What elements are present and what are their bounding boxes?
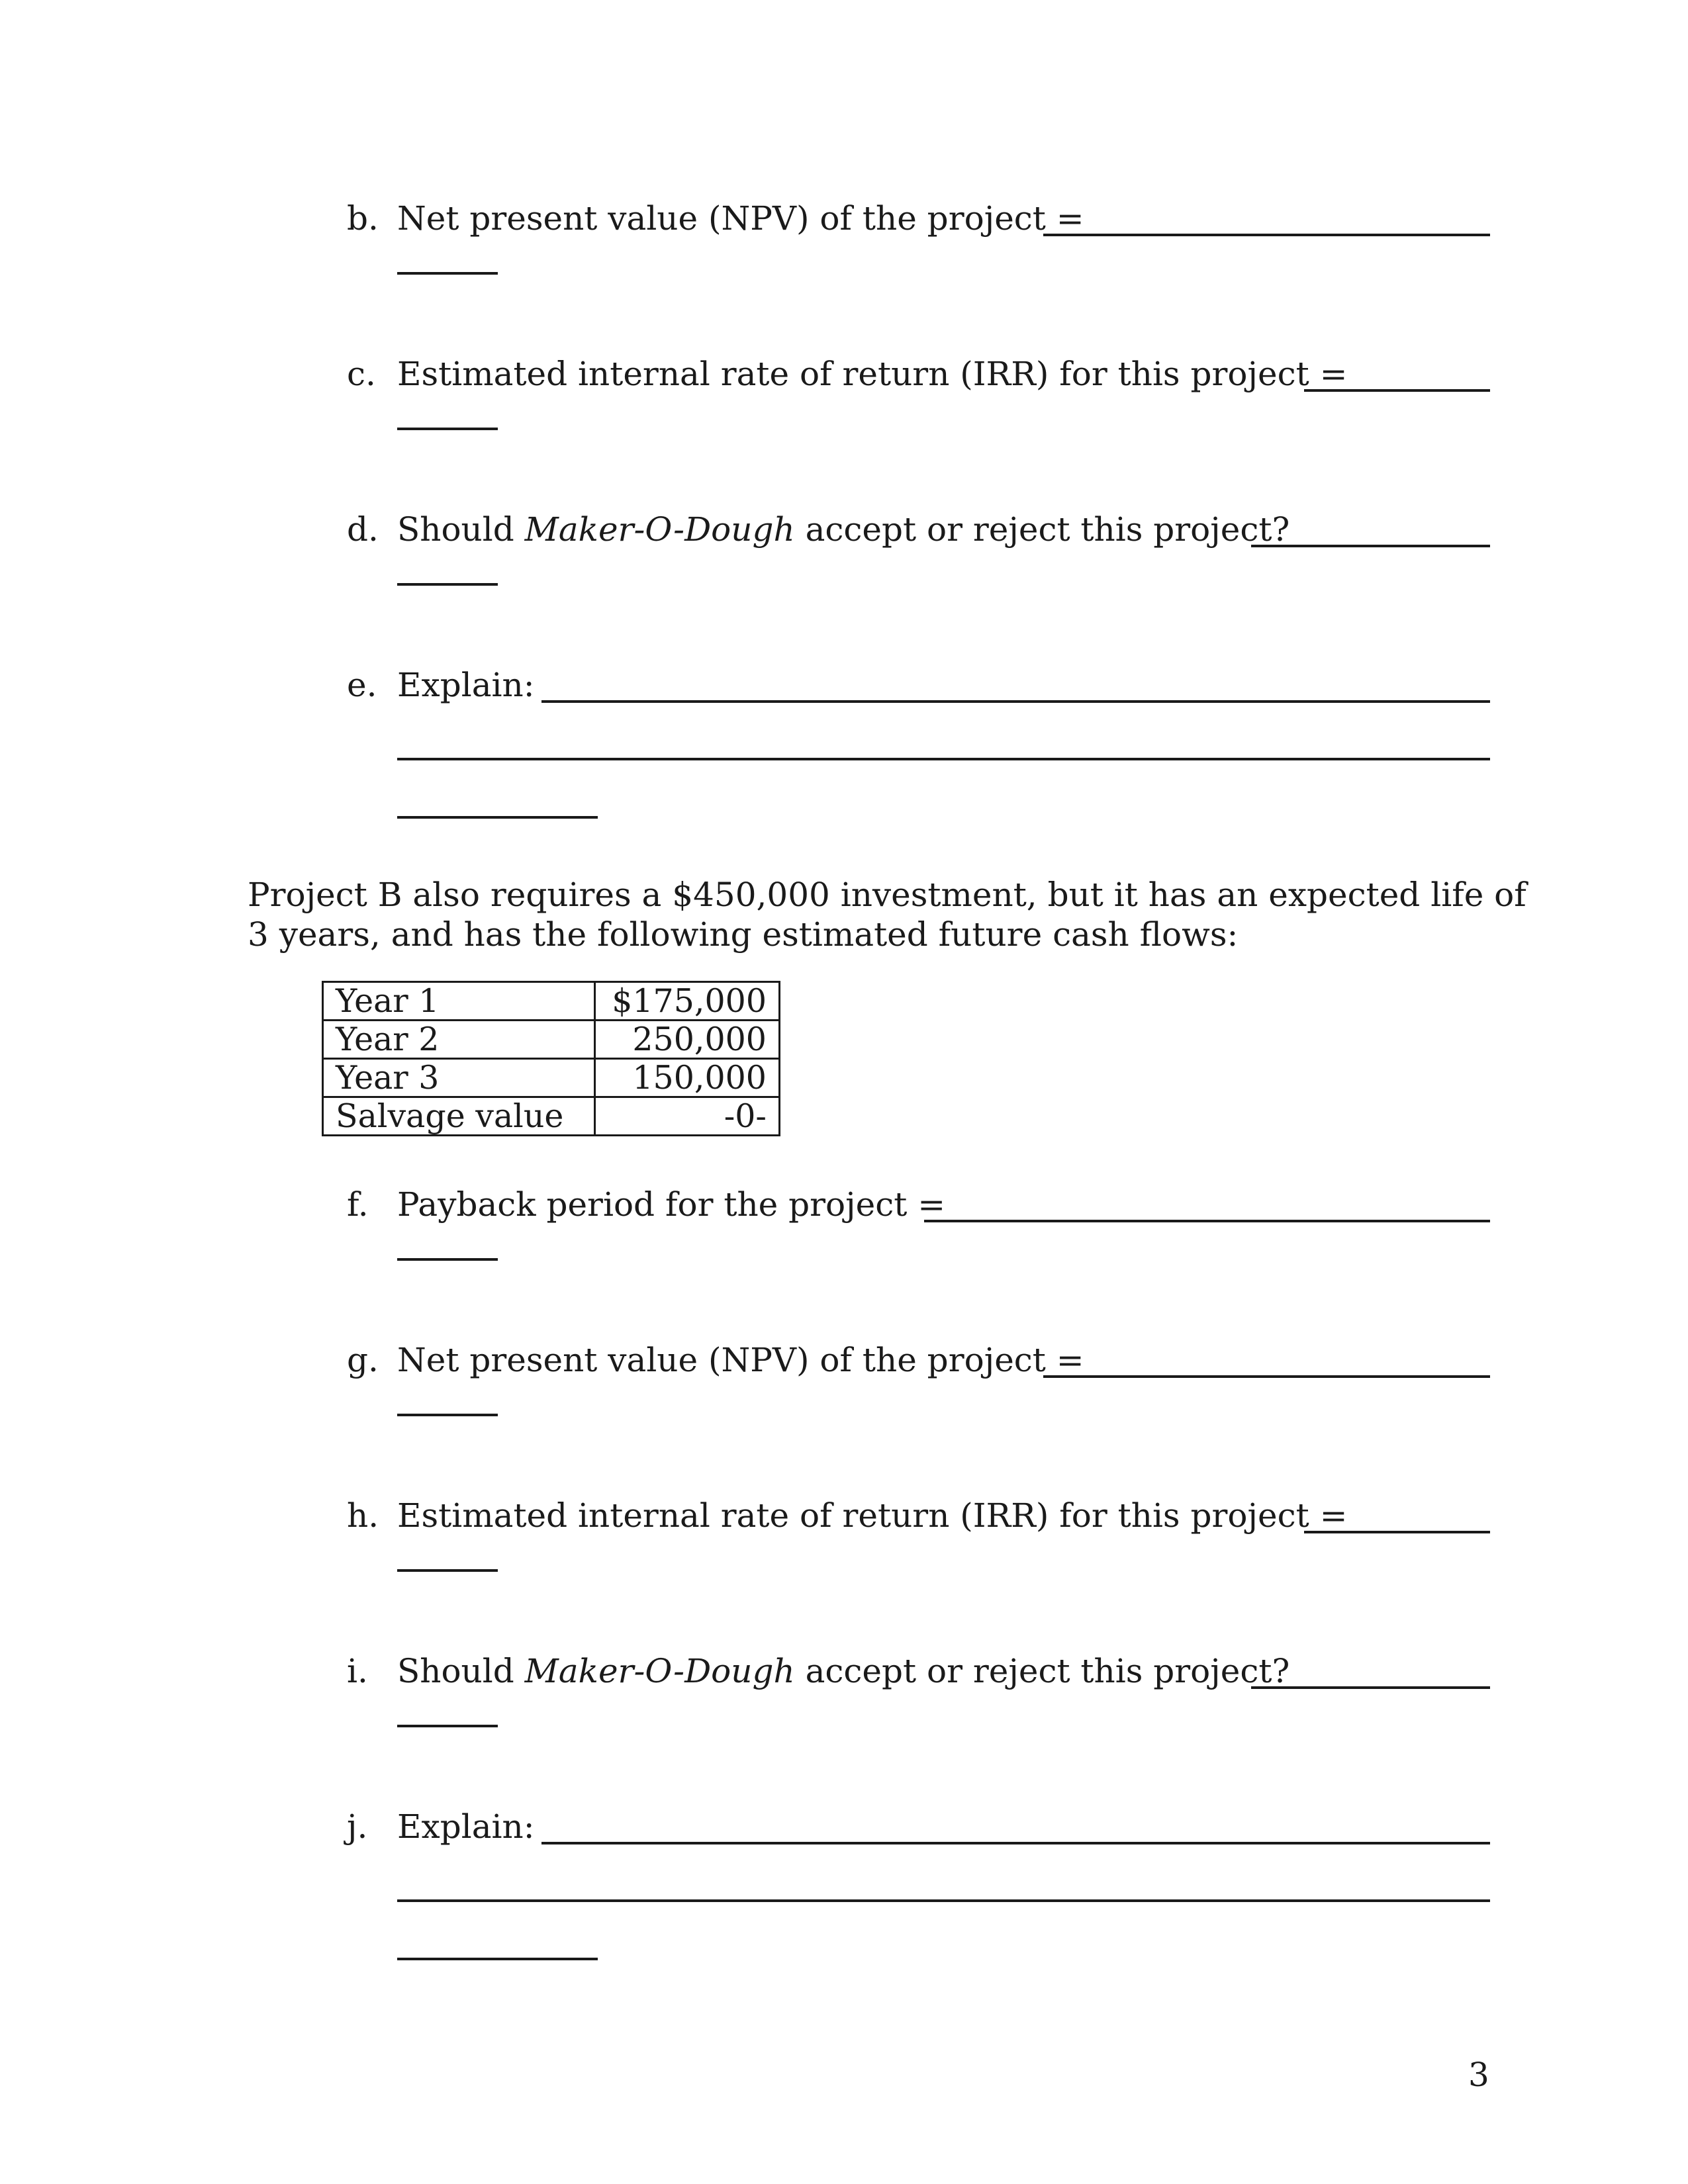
row-value: $175,000 [595, 982, 780, 1021]
answer-line-i-continuation[interactable] [397, 1725, 498, 1727]
question-letter: i. [347, 1652, 368, 1690]
row-label: Year 2 [323, 1021, 595, 1059]
question-text: Net present value (NPV) of the project = [397, 199, 1084, 238]
table-row [323, 1097, 780, 1136]
question-text: Net present value (NPV) of the project = [397, 1341, 1084, 1379]
row-label: Year 1 [323, 982, 595, 1021]
answer-line-d[interactable] [1251, 545, 1490, 547]
question-text: Estimated internal rate of return (IRR) for this project = [397, 1496, 1348, 1535]
question-f [347, 1185, 945, 1224]
answer-line-i[interactable] [1251, 1686, 1490, 1689]
answer-line-e-2[interactable] [397, 758, 1490, 760]
question-letter: j. [347, 1807, 368, 1846]
answer-line-f[interactable] [924, 1220, 1490, 1222]
answer-line-c-continuation[interactable] [397, 428, 498, 430]
row-label: Salvage value [323, 1097, 595, 1136]
question-letter: d. [347, 510, 379, 549]
question-text-pre: Should [397, 1652, 525, 1690]
question-text-pre: Should [397, 510, 525, 549]
answer-line-f-continuation[interactable] [397, 1258, 498, 1261]
question-b [347, 199, 1084, 238]
row-value: -0- [595, 1097, 780, 1136]
table-row [323, 1059, 780, 1097]
project-b-line-2: 3 years, and has the following estimated future cash flows: [248, 915, 1239, 954]
question-i [347, 1651, 1289, 1691]
row-value: 150,000 [595, 1059, 780, 1097]
question-letter: h. [347, 1496, 379, 1535]
question-text-post: accept or reject this project? [794, 1652, 1290, 1690]
question-letter: c. [347, 355, 376, 393]
question-text: Explain: [397, 666, 535, 704]
page-number: 3 [1468, 2056, 1489, 2094]
question-text: Estimated internal rate of return (IRR) for this project = [397, 355, 1348, 393]
cash-flow-table [322, 981, 780, 1136]
question-d [347, 510, 1289, 549]
question-g [347, 1340, 1084, 1380]
question-letter: e. [347, 666, 377, 704]
question-text: Explain: [397, 1807, 535, 1846]
answer-line-j-3[interactable] [397, 1958, 598, 1960]
answer-line-h-continuation[interactable] [397, 1569, 498, 1572]
company-name: Maker-O-Dough [524, 1652, 795, 1690]
answer-line-j[interactable] [541, 1842, 1490, 1844]
answer-line-h[interactable] [1304, 1531, 1490, 1533]
question-e [347, 665, 535, 705]
answer-line-g[interactable] [1043, 1375, 1490, 1378]
question-text: Payback period for the project = [397, 1185, 946, 1224]
answer-line-b-continuation[interactable] [397, 272, 498, 275]
answer-line-d-continuation[interactable] [397, 583, 498, 586]
table-row [323, 1021, 780, 1059]
question-h [347, 1496, 1347, 1535]
question-text-post: accept or reject this project? [794, 510, 1290, 549]
answer-line-g-continuation[interactable] [397, 1414, 498, 1416]
answer-line-e-3[interactable] [397, 816, 598, 819]
company-name: Maker-O-Dough [524, 510, 795, 549]
project-b-line-1: Project B also requires a $450,000 investment, but it has an expected life of [248, 876, 1526, 914]
row-value: 250,000 [595, 1021, 780, 1059]
answer-line-e[interactable] [541, 700, 1490, 703]
question-letter: b. [347, 199, 379, 238]
question-c [347, 354, 1347, 394]
question-letter: f. [347, 1185, 369, 1224]
row-label: Year 3 [323, 1059, 595, 1097]
project-b-paragraph [248, 875, 1526, 954]
question-j [347, 1807, 535, 1846]
answer-line-j-2[interactable] [397, 1899, 1490, 1902]
answer-line-c[interactable] [1304, 389, 1490, 392]
question-letter: g. [347, 1341, 379, 1379]
answer-line-b[interactable] [1043, 234, 1490, 236]
table-row [323, 982, 780, 1021]
